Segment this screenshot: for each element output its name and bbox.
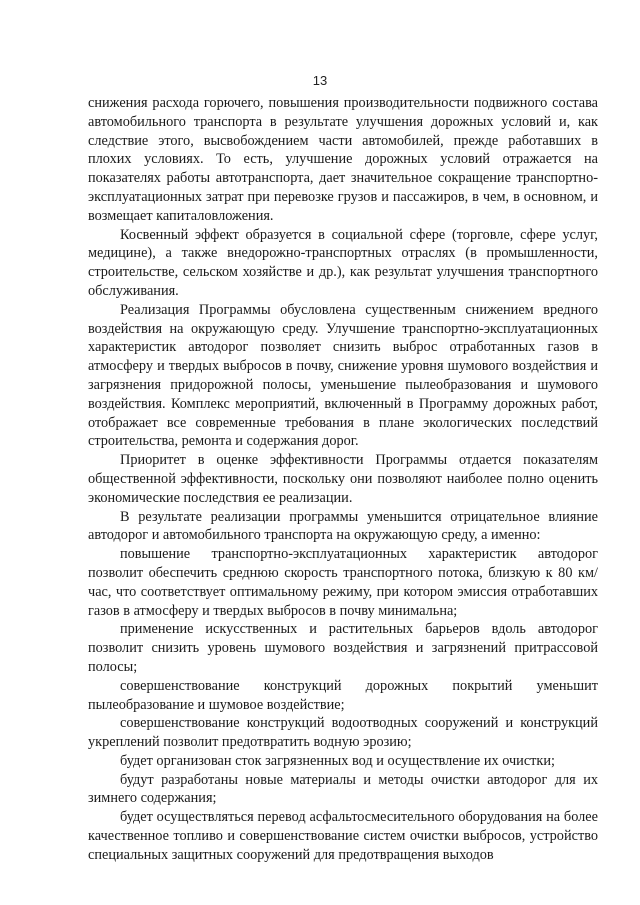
list-item-4: совершенствование конструкций водоотводных сооружений и конструкций укреплений позволит предотвратить водную эрозию; — [88, 715, 598, 751]
list-item-1: повышение транспортно-эксплуатационных характеристик автодорог позволит обеспечить среднюю скорость транспортного потока, близкую к 80 км/час, что соответствует оптимальному режиму, при котором эмиссия отработавших газов в атмосферу и твердых выбросов в почву минимальна; — [88, 546, 598, 619]
body-text — [88, 94, 598, 865]
page-number: 13 — [312, 73, 328, 88]
paragraph-5: В результате реализации программы уменьшится отрицательное влияние автодорог и автомобильного транспорта на окружающую среду, а именно: — [88, 508, 598, 544]
paragraph-1: снижения расхода горючего, повышения производительности подвижного состава автомобильного транспорта в результате улучшения дорожных условий и, как следствие этого, высвобождением части автомобилей, прежде работавших в плохих условиях. То есть, улучшение дорожных условий отражается на показателях работы автотранспорта, дает значительное сокращение транспортно-эксплуатационных затрат при перевозке грузов и пассажиров, в чем, в основном, и возмещает капиталовложения. — [88, 95, 598, 224]
list-item-3: совершенствование конструкций дорожных покрытий уменьшит пылеобразование и шумовое воздействие; — [88, 677, 598, 713]
paragraph-3: Реализация Программы обусловлена существенным снижением вредного воздействия на окружающую среду. Улучшение транспортно-эксплуатационных характеристик автодорог позволяет снизить выброс отработанных газов в атмосферу и твердых выбросов в почву, снижение уровня шумового воздействия и загрязнения придорожной полосы, уменьшение пылеобразования и шумового воздействия. Комплекс мероприятий, включенный в Программу дорожных работ, отображает все современные требования в плане экологических последствий строительства, ремонта и содержания дорог. — [88, 301, 598, 450]
list-item-7: будет осуществляться перевод асфальтосмесительного оборудования на более качественное топливо и совершенствование систем очистки выбросов, устройство специальных защитных сооружений для предотвращения выходов — [88, 809, 598, 863]
paragraph-2: Косвенный эффект образуется в социальной сфере (торговле, сфере услуг, медицине), а также внедорожно-транспортных отраслях (в промышленности, строительстве, сельском хозяйстве и др.), как результат улучшения транспортного обслуживания. — [88, 226, 598, 299]
list-item-6: будут разработаны новые материалы и методы очистки автодорог для их зимнего содержания; — [88, 771, 598, 807]
paragraph-4: Приоритет в оценке эффективности Программы отдается показателям общественной эффективности, поскольку они позволяют наиболее полно оценить экономические последствия ее реализации. — [88, 452, 598, 506]
list-item-5: будет организован сток загрязненных вод и осуществление их очистки; — [120, 752, 556, 769]
list-item-2: применение искусственных и растительных барьеров вдоль автодорог позволит снизить уровень шумового воздействия и загрязнений притрассовой полосы; — [88, 621, 598, 675]
